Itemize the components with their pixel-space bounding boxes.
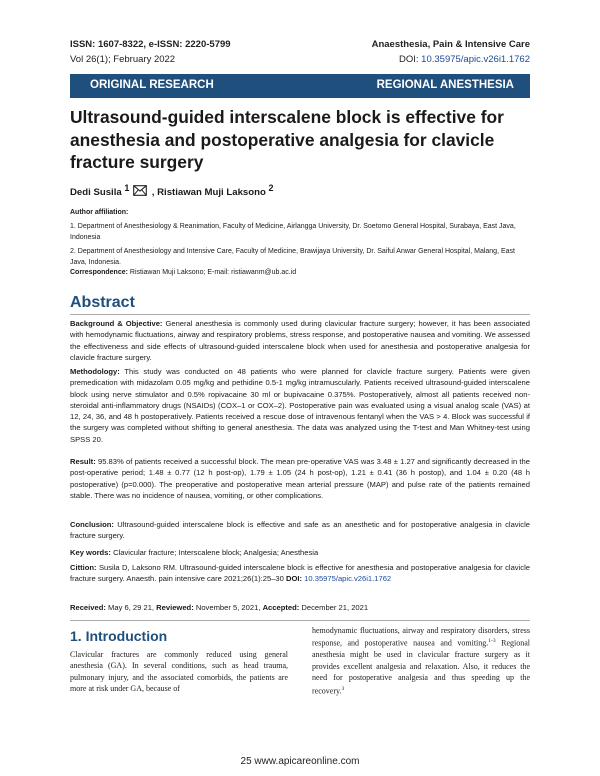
keywords-label: Key words: — [70, 548, 111, 557]
accepted-label: Accepted: — [262, 603, 300, 612]
author-line — [70, 183, 274, 199]
citation-doi-link[interactable]: 10.35975/apic.v26i1.1762 — [304, 574, 392, 584]
abstract-keywords — [70, 547, 530, 558]
citation-text: Susila D, Laksono RM. Ultrasound-guided interscalene block is effective for anesthesia and postoperative analgesia for clavicle fracture surgery. Anaesth. pain intensive care 2021;26(1):25–30 — [70, 563, 530, 584]
author-1-affiliation: 1 — [124, 183, 130, 193]
methodology-text: This study was conducted on 48 patients who were planned for clavicle fracture surgery. Patients were given premedication with midazolam 0.05 mg/kg and pethidine 0.5-1 mg/kg intramuscularly. Patients received ultrasound-guided interscalene block using nerve stimulator and 0.5% ropivacaine 30 ml or bupivacaine 0.375%. Postoperatively, almost all patients received non-steroidal anti-inflammatory drugs (NSAIDs) (COX–1 or COX–2). Postoperative pain was evaluated using a visual analog scale (VAS) at 12, 24, 36, and 48 h postoperatively. Patients received a rescue dose of intravenous fentanyl when the VAS > 4. Block was successful if the surgery was completed without shifting to general anesthesia. The data was analyzed using the T-test and Man Whitney-test using SPSS 20. — [70, 367, 530, 444]
volume-text: Vol 26(1); February 2022 — [70, 54, 176, 65]
reviewed-date: November 5, 2021, — [195, 603, 261, 612]
doi-label: DOI: — [399, 54, 419, 65]
author-2-affiliation: 2 — [268, 183, 274, 193]
conclusion-text: Ultrasound-guided interscalene block is effective and safe as an anesthetic and for postoperative analgesia in clavicle fracture surgery. — [70, 520, 530, 541]
citation-doi-label: DOI: — [286, 574, 303, 584]
category-left: ORIGINAL RESEARCH — [90, 79, 214, 91]
footer-site: www.apicareonline.com — [254, 756, 360, 767]
accepted-date: December 21, 2021 — [301, 603, 369, 612]
correspondence — [70, 269, 296, 276]
abstract-methodology — [70, 366, 530, 445]
keywords-text: Clavicular fracture; Interscalene block; Analgesia; Anesthesia — [113, 548, 319, 557]
article-title: Ultrasound-guided interscalene block is effective for anesthesia and postoperative analgesia for clavicle fracture surgery — [70, 107, 504, 172]
abstract-result — [70, 456, 530, 501]
journal-header-top — [70, 39, 530, 50]
category-bar — [70, 74, 530, 98]
article-dates — [70, 603, 368, 612]
page-number: 25 — [240, 756, 252, 767]
author-separator: , — [151, 187, 155, 199]
author-1: Dedi Susila — [70, 187, 122, 199]
journal-name: Anaesthesia, Pain & Intensive Care — [371, 39, 530, 50]
methodology-label: Methodology: — [70, 367, 120, 376]
background-text: General anesthesia is commonly used during clavicular fracture surgery; however, it has been associated with hemodynamic fluctuations, airway and respiratory problems, stress response, and postoperative nausea and vomiting. We assessed the effectiveness and side effects of ultrasound-guided interscalene block when used for anesthesia and postoperative analgesia for clavicle fracture surgery. — [70, 319, 530, 362]
result-text: 95.83% of patients received a successful block. The mean pre-operative VAS was 3.48 ± 1.27 and significantly decreased in the post-operative period; 1.48 ± 0.77 (12 h post-op), 1.79 ± 1.05 (24 h post-op), 1.21 ± 0.41 (36 h postop), and 1.04 ± 0.20 (48 h postoperative) (p=0.000). The preoperative and postoperative mean arterial pressure (MAP) and pulse rate of the patients remained stable. There was no incidence of nausea, vomiting, or other complications. — [70, 457, 530, 500]
doi-line — [399, 54, 530, 65]
conclusion-label: Conclusion: — [70, 520, 114, 529]
abstract-conclusion — [70, 519, 530, 542]
author-2: Ristiawan Muji Laksono — [157, 187, 266, 199]
correspondence-text: Ristiawan Muji Laksono; E-mail: ristiawanm@ub.ac.id — [129, 269, 297, 276]
intro-text-b: Regional anesthesia might be used in clavicular fracture surgery as it provides excellent analgesia and relaxation. Also, it reduces the need for postoperative analgesia and thus speeding up the recovery. — [312, 639, 530, 696]
citation-label: Cittion: — [70, 563, 97, 572]
reviewed-label: Reviewed: — [156, 603, 194, 612]
received-date: May 6, 29 21, — [108, 603, 155, 612]
intro-ref-1: 1-3 — [488, 638, 496, 645]
received-label: Received: — [70, 603, 106, 612]
affiliation-2: 2. Department of Anesthesiology and Intensive Care, Faculty of Medicine, Brawijaya University, Dr. Saiful Anwar General Hospital, Malang, East Java, Indonesia. — [70, 248, 515, 266]
introduction-column-right — [312, 625, 530, 697]
intro-ref-2: 3 — [341, 685, 345, 692]
email-icon[interactable] — [133, 185, 147, 199]
result-label: Result: — [70, 457, 96, 466]
page-footer — [0, 756, 600, 767]
issn-text: ISSN: 1607-8322, e-ISSN: 2220-5799 — [70, 39, 231, 50]
affiliation-heading: Author affiliation: — [70, 209, 129, 216]
category-right: REGIONAL ANESTHESIA — [376, 79, 514, 91]
abstract-divider — [70, 314, 530, 315]
journal-header-bottom — [70, 54, 530, 65]
background-label: Background & Objective: — [70, 319, 163, 328]
abstract-citation — [70, 562, 530, 585]
intro-text-a: hemodynamic fluctuations, airway and respiratory disorders, stress response, and postoperative nausea and vomiting. — [312, 626, 530, 649]
affiliation-1: 1. Department of Anesthesiology & Reanimation, Faculty of Medicine, Airlangga University, Dr. Soetomo General Hospital, Surabaya, East Java, Indonesia — [70, 223, 516, 241]
doi-link[interactable]: 10.35975/apic.v26i1.1762 — [421, 54, 530, 65]
abstract-heading: Abstract — [70, 294, 135, 311]
correspondence-label: Correspondence: — [70, 269, 128, 276]
introduction-heading: 1. Introduction — [70, 628, 168, 644]
introduction-divider — [70, 620, 530, 621]
introduction-column-left: Clavicular fractures are commonly reduced using general anesthesia (GA). In several conditions, such as head trauma, pulmonary injury, and the associated comorbids, the patients are more at risk under GA, because of — [70, 650, 288, 694]
abstract-background — [70, 318, 530, 363]
